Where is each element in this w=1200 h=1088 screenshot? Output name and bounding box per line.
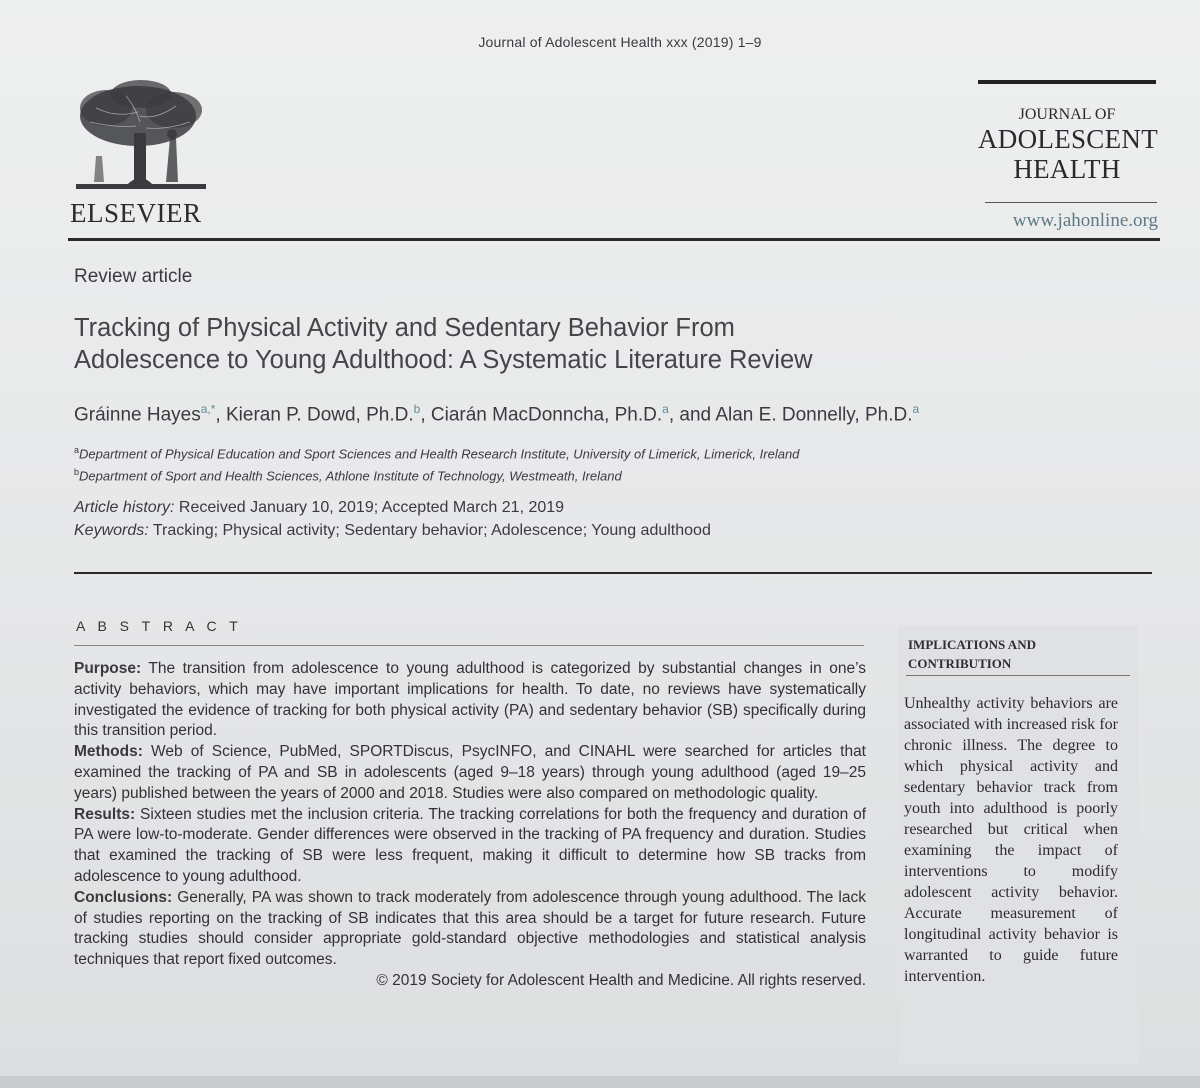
journal-masthead xyxy=(978,80,1156,184)
section-rule xyxy=(74,572,1152,574)
abstract-results: Results: Sixteen studies met the inclusion criteria. The tracking correlations for both the frequency and duration of PA were low-to-moderate. Gender differences were observed in the tracking of PA frequency and duration. Studies that examined the tracking of SB were less frequent, making it difficult to determine how SB tracks from adolescence to young adulthood. xyxy=(74,805,866,885)
article-title-line1: Tracking of Physical Activity and Sedentary Behavior From xyxy=(74,314,735,342)
page-bottom-edge xyxy=(0,1076,1200,1088)
copyright-notice: © 2019 Society for Adolescent Health and Medicine. All rights reserved. xyxy=(376,971,866,989)
implications-heading: IMPLICATIONS AND CONTRIBUTION xyxy=(908,637,1036,671)
abstract-purpose: Purpose: The transition from adolescence to young adulthood is categorized by substantial changes in one’s activity behaviors, which may have important implications for health. To date, no reviews have systematically investigated the evidence of tracking for both physical activity (PA) and sedentary behavior (SB) specifically during this transition period. xyxy=(74,660,866,740)
author-name[interactable]: Ciarán MacDonncha, Ph.D. xyxy=(430,404,663,426)
publisher-wordmark: ELSEVIER xyxy=(70,198,202,228)
author-name[interactable]: Alan E. Donnelly, Ph.D. xyxy=(715,404,913,426)
elsevier-tree-logo-icon xyxy=(66,78,216,198)
masthead-divider xyxy=(985,202,1157,203)
abstract-body xyxy=(74,659,866,992)
author-affil-sup[interactable]: a xyxy=(912,402,920,416)
implications-box xyxy=(898,625,1138,1065)
journal-masthead-small: JOURNAL OF xyxy=(1018,106,1116,123)
article-title xyxy=(74,312,1074,376)
abstract-heading: A B S T R A C T xyxy=(76,618,243,634)
abstract-conclusions: Conclusions: Generally, PA was shown to track moderately from adolescence through young adulthood. The lack of studies reporting on the tracking of SB indicates that this area should be a target for future research. Future tracking studies should consider appropriate gold-standard objective methodologies and statistical analysis techniques that report fixed outcomes. xyxy=(74,888,866,969)
affiliation-b: $^b$Department of Sport and Health Sciences, Athlone Institute of Technology, Westmeath, Ireland xyxy=(74,467,622,484)
abstract-methods: Methods: Web of Science, PubMed, SPORTDiscus, PsycINFO, and CINAHL were searched for articles that examined the tracking of PA and SB in adolescents (aged 9–18 years) through young adulthood (aged 19–25 years) published between the years of 2000 and 2018. Studies were also compared on methodologic quality. xyxy=(74,743,866,802)
article-history: Article history: Received January 10, 2019; Accepted March 21, 2019 xyxy=(74,499,565,516)
author-affil-sup[interactable]: b xyxy=(413,402,421,416)
affiliations xyxy=(74,441,799,486)
implications-rule xyxy=(906,675,1130,676)
author-name[interactable]: Kieran P. Dowd, Ph.D. xyxy=(225,404,414,426)
journal-url-link[interactable]: www.jahonline.org xyxy=(1012,210,1158,231)
author-separator: , xyxy=(420,404,431,426)
abstract-rule xyxy=(74,645,864,646)
author-affil-sup[interactable]: a xyxy=(662,402,669,416)
author-name[interactable]: Gráinne Hayes xyxy=(74,404,201,426)
affiliation-a: $^a$Department of Physical Education and Sport Sciences and Health Research Institute, University of Limerick, Limerick, Ireland xyxy=(74,445,800,462)
article-type: Review article xyxy=(74,266,193,287)
implications-body: Unhealthy activity behaviors are associated with increased risk for chronic illness. The degree to which physical activity and sedentary behavior track from youth into adulthood is poorly researched but critical when examining the impact of interventions to modify adolescent activity behavior. Accurate measurement of longitudinal activity behavior is warranted to guide future intervention. xyxy=(904,695,1118,985)
article-title-line2: Adolescence to Young Adulthood: A Systematic Literature Review xyxy=(74,346,813,374)
author-affil-sup[interactable]: a,* xyxy=(200,402,216,416)
running-head: Journal of Adolescent Health xxx (2019) 1–9 xyxy=(478,34,762,50)
journal-masthead-line1: ADOLESCENT xyxy=(978,124,1158,154)
author-separator: , and xyxy=(668,404,716,426)
header-rule xyxy=(68,238,1160,241)
author-list xyxy=(74,402,919,426)
journal-masthead-line2: HEALTH xyxy=(1013,154,1121,184)
author-separator: , xyxy=(215,404,226,426)
keywords: Keywords: Tracking; Physical activity; Sedentary behavior; Adolescence; Young adulthood xyxy=(74,522,711,539)
article-info xyxy=(74,496,711,542)
